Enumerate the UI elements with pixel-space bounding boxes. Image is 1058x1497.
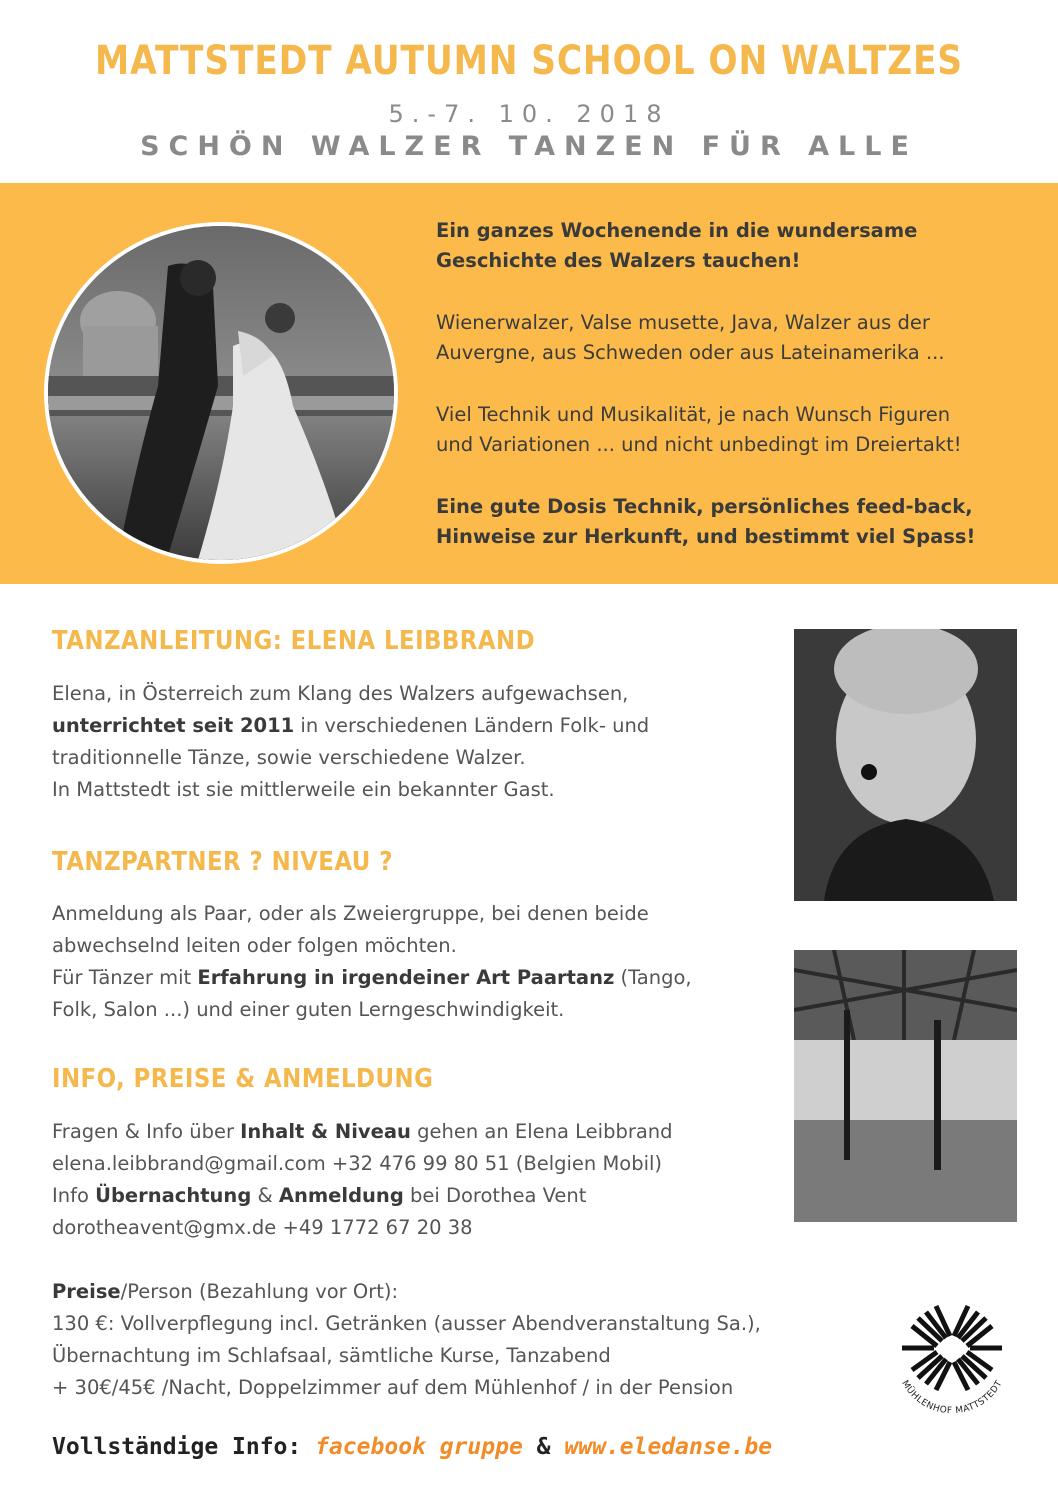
text-line <box>52 1276 852 1308</box>
intro-line: Wienerwalzer, Valse musette, Java, Walzer aus der <box>436 311 930 334</box>
event-date: 5.-7. 10. 2018 <box>388 100 670 128</box>
website-link[interactable]: www.eledanse.be <box>564 1434 773 1460</box>
info-text <box>52 1116 852 1244</box>
muehlenhof-logo <box>882 1286 1022 1436</box>
page-subtitle: SCHÖN WALZER TANZEN FÜR ALLE <box>140 131 918 162</box>
text-line <box>52 1180 852 1212</box>
bold-text: Anmeldung <box>278 1184 404 1207</box>
text-span: bei Dorothea Vent <box>403 1184 587 1207</box>
text-span: gehen an Elena Leibbrand <box>410 1120 673 1143</box>
text-span: /Person (Bezahlung vor Ort): <box>120 1280 399 1303</box>
text-line: 130 €: Vollverpflegung incl. Getränken (ausser Abendveranstaltung Sa.), <box>52 1312 761 1335</box>
intro-paragraph-1 <box>436 216 1036 276</box>
bold-text: unterrichtet seit 2011 <box>52 714 295 737</box>
text-span: Für Tänzer mit <box>52 966 198 989</box>
footer <box>52 1434 772 1460</box>
text-span: in verschiedenen Ländern Folk- und <box>294 714 650 737</box>
intro-paragraph-4 <box>436 492 1036 552</box>
text-line: + 30€/45€ /Nacht, Doppelzimmer auf dem Mühlenhof / in der Pension <box>52 1376 734 1399</box>
facebook-group-link[interactable]: facebook gruppe <box>315 1434 523 1460</box>
text-span: (Tango, <box>614 966 692 989</box>
partner-text <box>52 898 772 1026</box>
intro-line: Viel Technik und Musikalität, je nach Wunsch Figuren <box>436 403 951 426</box>
contact-dorothea: dorotheavent@gmx.de +49 1772 67 20 38 <box>52 1216 473 1239</box>
intro-line: und Variationen ... und nicht unbedingt im Dreiertakt! <box>436 433 962 456</box>
contact-elena: elena.leibbrand@gmail.com +32 476 99 80 51 (Belgien Mobil) <box>52 1152 663 1175</box>
text-span: & <box>251 1184 279 1207</box>
text-line: Folk, Salon ...) und einer guten Lerngeschwindigkeit. <box>52 998 565 1021</box>
intro-paragraph-3 <box>436 400 1036 460</box>
intro-paragraph-2 <box>436 308 1036 368</box>
section-heading-info: INFO, PREISE & ANMELDUNG <box>52 1064 434 1094</box>
text-line: Elena, in Österreich zum Klang des Walzers aufgewachsen, <box>52 682 629 705</box>
logo-text: MÜHLENHOF MATTSTEDT <box>899 1378 1005 1417</box>
section-heading-partner: TANZPARTNER ? NIVEAU ? <box>52 847 393 877</box>
page-title: MATTSTEDT AUTUMN SCHOOL ON WALTZES <box>95 38 963 84</box>
intro-line: Ein ganzes Wochenende in die wundersame <box>436 219 918 242</box>
bold-text: Übernachtung <box>95 1184 252 1207</box>
text-span: Fragen & Info über <box>52 1120 241 1143</box>
prices-text <box>52 1276 852 1404</box>
text-line <box>52 1116 852 1148</box>
section-heading-instructor: TANZANLEITUNG: ELENA LEIBBRAND <box>52 626 536 656</box>
bold-text: Preise <box>52 1280 121 1303</box>
intro-text <box>436 216 1036 584</box>
text-line: abwechselnd leiten oder folgen möchten. <box>52 934 457 957</box>
footer-label: Vollständige Info: <box>52 1434 316 1460</box>
bold-text: Erfahrung in irgendeiner Art Paartanz <box>197 966 615 989</box>
bold-text: Inhalt & Niveau <box>240 1120 411 1143</box>
text-line <box>52 962 772 994</box>
text-line <box>52 710 772 742</box>
intro-line: Geschichte des Walzers tauchen! <box>436 249 801 272</box>
intro-line: Eine gute Dosis Technik, persönliches feed-back, <box>436 495 973 518</box>
text-line: In Mattstedt ist sie mittlerweile ein bekannter Gast. <box>52 778 555 801</box>
intro-line: Hinweise zur Herkunft, und bestimmt viel Spass! <box>436 525 976 548</box>
text-line: Übernachtung im Schlafsaal, sämtliche Kurse, Tanzabend <box>52 1344 611 1367</box>
intro-line: Auvergne, aus Schweden oder aus Lateinamerika ... <box>436 341 945 364</box>
instructor-text <box>52 678 772 806</box>
text-span: Info <box>52 1184 96 1207</box>
dancing-couple-image <box>44 222 398 564</box>
text-line: traditionnelle Tänze, sowie verschiedene Walzer. <box>52 746 526 769</box>
text-line: Anmeldung als Paar, oder als Zweiergruppe, bei denen beide <box>52 902 649 925</box>
instructor-photo <box>794 629 1017 901</box>
footer-amp: & <box>522 1434 565 1460</box>
